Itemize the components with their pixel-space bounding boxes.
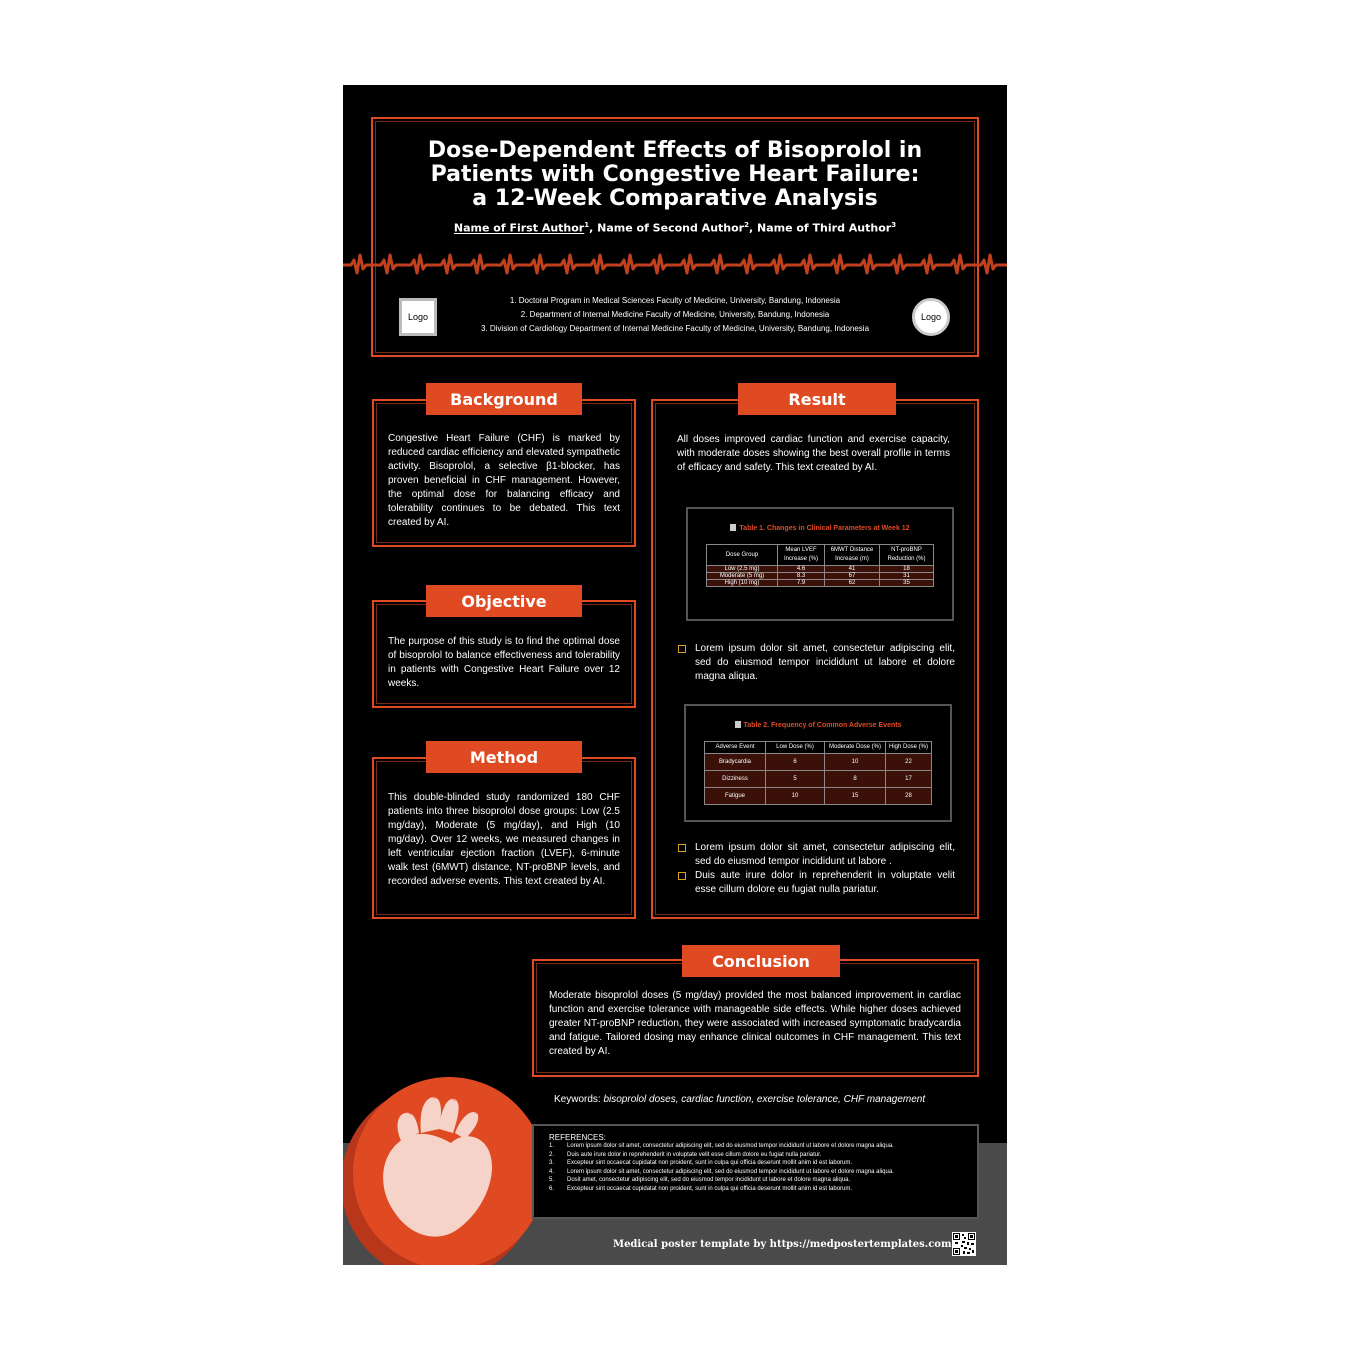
table-cell: 62: [825, 580, 880, 587]
reference-item: [549, 1151, 894, 1160]
author-list: [373, 221, 977, 235]
reference-text: Dosit amet, consectetur adipiscing elit, sed do eiusmod tempor incididunt ut labore et dolore magna aliqua.: [567, 1177, 851, 1184]
title-line: Dose-Dependent Effects of Bisoprolol in: [427, 138, 923, 163]
reference-text: Lorem ipsum dolor sit amet, consectetur adipiscing elit, sed do eiusmod tempor incididunt ut labore et dolore magna aliqua.: [567, 1168, 894, 1175]
table-cell: Low (2.5 mg): [707, 566, 778, 573]
qr-code-icon[interactable]: [952, 1232, 976, 1256]
table-row: [705, 788, 932, 805]
affiliations: [453, 294, 897, 336]
table-cell: 10: [825, 754, 886, 771]
table1-caption-text: Table 1. Changes in Clinical Parameters at Week 12: [739, 525, 910, 532]
reference-number: 2.: [549, 1151, 555, 1158]
affiliation-line: 2. Department of Internal Medicine Faculty of Medicine, University, Bandung, Indonesia: [520, 310, 830, 319]
keywords-label: Keywords:: [554, 1094, 601, 1105]
table-row: [707, 580, 934, 587]
table-cell: 41: [825, 566, 880, 573]
logo-left: Logo: [399, 298, 437, 336]
table-cell: High (10 mg): [707, 580, 778, 587]
table2: [704, 741, 932, 805]
background-heading: Background: [426, 383, 582, 415]
table-cell: 17: [886, 771, 932, 788]
table-cell: 6: [766, 754, 825, 771]
affiliation-line: 1. Doctoral Program in Medical Sciences Faculty of Medicine, University, Bandung, Indonesia: [509, 296, 841, 305]
table-icon: [735, 721, 741, 728]
table2-container: [684, 704, 952, 822]
table-cell: 67: [825, 573, 880, 580]
bullet-checkbox-icon: [678, 844, 686, 852]
bullet-text: Lorem ipsum dolor sit amet, consectetur adipiscing elit, sed do eiusmod tempor incididunt ut labore .: [695, 842, 955, 867]
table1-caption: [688, 524, 952, 532]
reference-text: Lorem ipsum dolor sit amet, consectetur adipiscing elit, sed do eiusmod tempor incididunt ut labore et dolore magna aliqua.: [567, 1143, 894, 1149]
reference-item: [549, 1159, 894, 1168]
objective-heading: Objective: [426, 585, 582, 617]
table-cell: 8.3: [778, 573, 825, 580]
author-sup: 2: [744, 221, 749, 229]
table-header-cell: Moderate Dose (%): [825, 742, 886, 754]
objective-text: The purpose of this study is to find the optimal dose of bisoprolol to balance effectiveness and tolerability in patients with Congestive Heart Failure over 12 weeks.: [388, 636, 620, 689]
table-header-cell: NT-proBNP Reduction (%): [880, 545, 934, 566]
reference-item: [549, 1168, 894, 1177]
method-text: This double-blinded study randomized 180 CHF patients into three bisoprolol dose groups: Low (2.5 mg/day), Moderate (5 mg/day), and High (10 mg/day). Over 12 weeks, we measured changes in left ventricular ejection fraction (LVEF), 6-minute walk test (6MWT) distance, NT-proBNP levels, and recorded adverse events. This text created by AI.: [388, 792, 620, 887]
table-cell: Fatigue: [705, 788, 766, 805]
footer-credit[interactable]: Medical poster template by https://medpostertemplates.com: [613, 1239, 952, 1250]
background-text: Congestive Heart Failure (CHF) is marked by reduced cardiac efficiency and elevated sympathetic activity. Bisoprolol, a selective β1-blocker, has proven beneficial in CHF management. However, the optimal dose for balancing efficacy and tolerability continues to be debated. This text created by AI.: [388, 433, 620, 528]
table-header-cell: Mean LVEF Increase (%): [778, 545, 825, 566]
table-cell: Dizziness: [705, 771, 766, 788]
poster-title: [383, 139, 967, 211]
method-heading: Method: [426, 741, 582, 773]
result-intro: All doses improved cardiac function and exercise capacity, with moderate doses showing the best overall profile in terms of efficacy and safety. This text created by AI.: [677, 434, 950, 473]
references-list: [549, 1142, 894, 1194]
keywords: [554, 1094, 925, 1105]
reference-text: Excepteur sint occaecat cupidatat non proident, sunt in culpa qui officia deserunt mollit anim id est laborum.: [567, 1160, 853, 1167]
bullet-checkbox-icon: [678, 645, 686, 653]
logo-right: Logo: [912, 298, 950, 336]
table-row: [705, 754, 932, 771]
table-row: [707, 566, 934, 573]
table2-caption-text: Table 2. Frequency of Common Adverse Events: [743, 722, 902, 729]
table-header-cell: Dose Group: [707, 545, 778, 566]
author-sup: 3: [891, 221, 897, 229]
table-cell: Moderate (5 mg): [707, 573, 778, 580]
table-icon: [730, 524, 736, 531]
table-cell: 22: [886, 754, 932, 771]
title-line: a 12-Week Comparative Analysis: [472, 186, 878, 211]
keywords-text: bisoprolol doses, cardiac function, exercise tolerance, CHF management: [600, 1094, 926, 1105]
table1: [706, 544, 934, 587]
table-cell: 31: [880, 573, 934, 580]
table-header-cell: Adverse Event: [705, 742, 766, 754]
table-cell: 28: [886, 788, 932, 805]
table-cell: 7.9: [778, 580, 825, 587]
reference-number: 1.: [549, 1143, 555, 1149]
table-cell: 18: [880, 566, 934, 573]
bullet-checkbox-icon: [678, 872, 686, 880]
bullet-text: Duis aute irure dolor in reprehenderit in voluptate velit esse cillum dolore eu fugiat nulla pariatur.: [695, 870, 955, 895]
references-box: [532, 1124, 979, 1219]
bullet-text: Lorem ipsum dolor sit amet, consectetur adipiscing elit, sed do eiusmod tempor incididunt ut labore et dolore magna aliqua.: [695, 643, 955, 682]
table-header-cell: High Dose (%): [886, 742, 932, 754]
result-bullet: [695, 869, 955, 897]
table-cell: 10: [766, 788, 825, 805]
author-name: , Name of Third Author: [748, 221, 892, 235]
reference-item: [549, 1176, 894, 1185]
table-cell: Bradycardia: [705, 754, 766, 771]
author-sup: 1: [584, 221, 590, 229]
result-heading: Result: [738, 383, 896, 415]
result-bullet: [695, 841, 955, 869]
references-title: REFERENCES:: [549, 1133, 606, 1142]
table1-container: [686, 507, 954, 621]
table-row: [705, 771, 932, 788]
reference-number: 6.: [549, 1185, 555, 1192]
ecg-line-decoration: [343, 251, 1007, 279]
reference-text: Excepteur sint occaecat cupidatat non proident, sunt in culpa qui officia deserunt mollit anim id est laborum.: [567, 1185, 853, 1192]
reference-number: 5.: [549, 1177, 555, 1184]
conclusion-text: Moderate bisoprolol doses (5 mg/day) provided the most balanced improvement in cardiac function and exercise tolerance with manageable side effects. While higher doses achieved greater NT-proBNP reduction, they were associated with increased symptomatic bradycardia and fatigue. Tailored dosing may enhance clinical outcomes in CHF management. This text created by AI.: [549, 990, 961, 1057]
author-name: Name of First Author: [453, 221, 585, 235]
table-row: [707, 573, 934, 580]
table-header-cell: Low Dose (%): [766, 742, 825, 754]
reference-item: [549, 1142, 894, 1151]
result-bullet: [695, 642, 955, 684]
reference-text: Duis aute irure dolor in reprehenderit in voluptate velit esse cillum dolore eu fugiat nulla pariatur.: [567, 1151, 822, 1158]
table-header-row: [705, 742, 932, 754]
table-cell: 8: [825, 771, 886, 788]
table-cell: 15: [825, 788, 886, 805]
conclusion-heading: Conclusion: [682, 945, 840, 977]
heart-icon: [343, 1063, 543, 1265]
table-cell: 4.6: [778, 566, 825, 573]
poster: [343, 85, 1007, 1265]
reference-item: [549, 1185, 894, 1194]
affiliation-line: 3. Division of Cardiology Department of Internal Medicine Faculty of Medicine, University, Bandung, Indonesia: [480, 324, 870, 333]
author-name: , Name of Second Author: [589, 221, 745, 235]
table-header-cell: 6MWT Distance Increase (m): [825, 545, 880, 566]
table-cell: 5: [766, 771, 825, 788]
table2-caption: [686, 721, 950, 729]
reference-number: 3.: [549, 1160, 555, 1167]
table-header-row: [707, 545, 934, 566]
title-line: Patients with Congestive Heart Failure:: [430, 162, 920, 187]
table-cell: 35: [880, 580, 934, 587]
reference-number: 4.: [549, 1168, 555, 1175]
